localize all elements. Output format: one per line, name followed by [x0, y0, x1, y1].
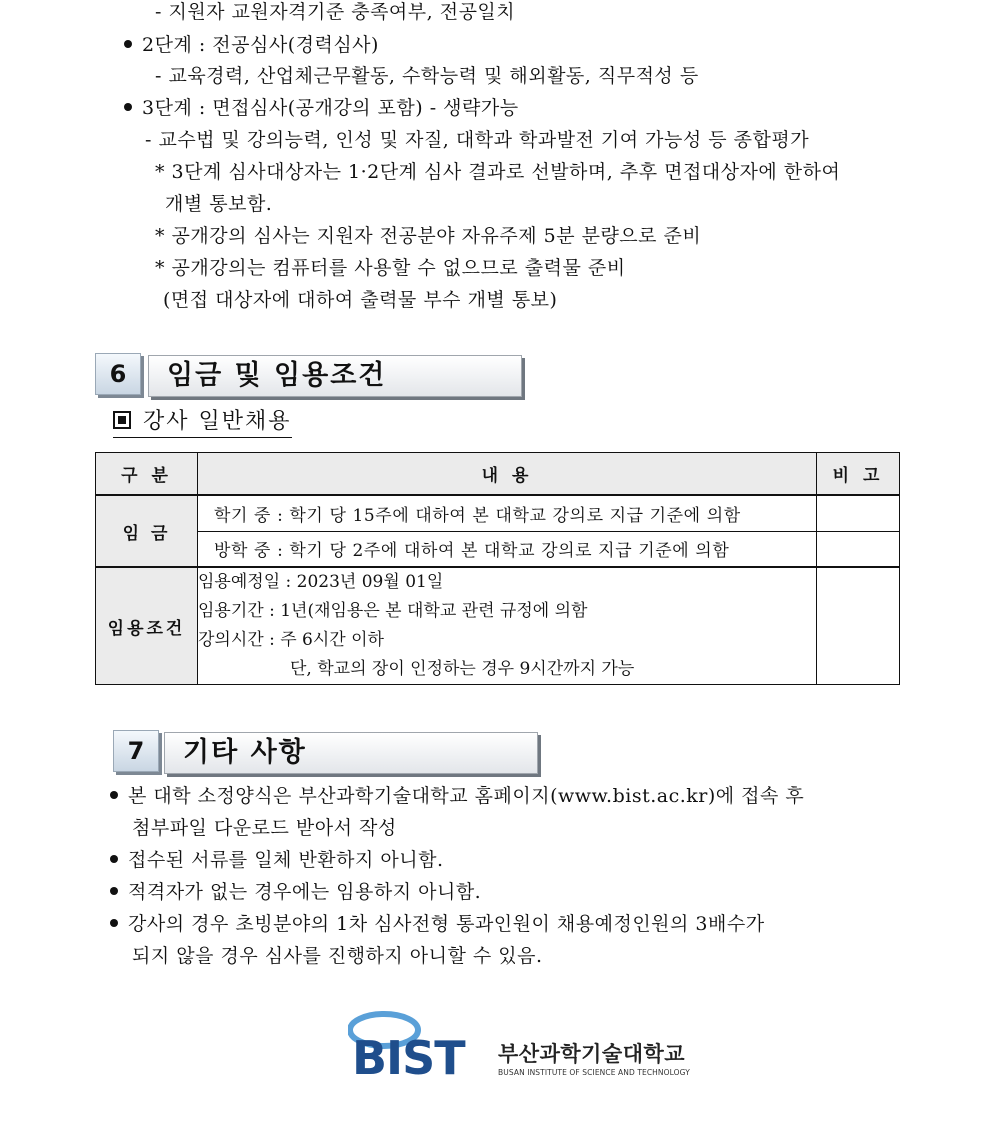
section-6-subhead	[113, 408, 292, 438]
note-2: * 공개강의 심사는 지원자 전공분야 자유주제 5분 분량으로 준비	[155, 225, 702, 247]
bigo-cell	[817, 567, 900, 685]
terms-label: 임용조건	[96, 567, 198, 685]
stage2-detail: - 교육경력, 산업체근무활동, 수학능력 및 해외활동, 직무적성 등	[155, 65, 699, 87]
bullet-icon	[110, 855, 118, 863]
note-1b: 개별 통보함.	[165, 193, 273, 215]
section-6-title: 임금 및 임용조건	[148, 355, 522, 397]
other-item-1b: 첨부파일 다운로드 받아서 작성	[132, 817, 397, 839]
table-row	[96, 567, 900, 685]
bullet-icon	[110, 887, 118, 895]
logo-name-kr: 부산과학기술대학교	[498, 1042, 686, 1066]
other-item-4a: 강사의 경우 초빙분야의 1차 심사전형 통과인원이 채용예정인원의 3배수가	[128, 913, 765, 935]
bigo-cell	[817, 531, 900, 567]
note-1a: * 3단계 심사대상자는 1·2단계 심사 결과로 선발하며, 추후 면접대상자에 한하여	[155, 161, 841, 183]
section-7-number: 7	[113, 730, 159, 772]
bullet-icon	[124, 103, 132, 111]
other-item-3: 적격자가 없는 경우에는 임용하지 아니함.	[128, 881, 482, 903]
table-row	[96, 531, 900, 567]
other-item-2: 접수된 서류를 일체 반환하지 아니함.	[128, 849, 444, 871]
header-bigo: 비 고	[817, 453, 900, 496]
bigo-cell	[817, 495, 900, 531]
header-content: 내 용	[198, 453, 817, 496]
stage3-label: 3단계 : 면접심사(공개강의 포함) - 생략가능	[142, 97, 519, 119]
wage-vacation: 방학 중 : 학기 당 2주에 대하여 본 대학교 강의로 지급 기준에 의함	[198, 531, 817, 567]
table-row	[96, 495, 900, 531]
section-6-number: 6	[95, 353, 141, 395]
list-item	[110, 880, 481, 904]
terms-start-date: 임용예정일 : 2023년 09월 01일	[198, 572, 444, 592]
terms-hours-exception: 단, 학교의 장이 인정하는 경우 9시간까지 가능	[290, 659, 635, 679]
bullet-icon	[124, 40, 132, 48]
terms-content	[198, 567, 817, 685]
header-kubun: 구 분	[96, 453, 198, 496]
logo-name-en: BUSAN INSTITUTE OF SCIENCE AND TECHNOLOGY	[498, 1068, 690, 1077]
wage-semester: 학기 중 : 학기 당 15주에 대하여 본 대학교 강의로 지급 기준에 의함	[198, 495, 817, 531]
stage1-detail: - 지원자 교원자격기준 충족여부, 전공일치	[155, 1, 516, 23]
university-logo	[348, 1008, 690, 1088]
bullet-icon	[110, 919, 118, 927]
table-header-row	[96, 453, 900, 496]
stage3-detail: - 교수법 및 강의능력, 인성 및 자질, 대학과 학과발전 기여 가능성 등 종합평가	[145, 129, 810, 151]
list-item	[110, 784, 804, 808]
bist-logo-mark	[348, 1008, 498, 1088]
terms-table	[95, 452, 900, 685]
list-item	[110, 912, 765, 936]
other-item-1a: 본 대학 소정양식은 부산과학기술대학교 홈페이지(www.bist.ac.kr)에 접속 후	[128, 785, 805, 807]
subhead-text: 강사 일반채용	[143, 409, 292, 434]
filled-square-icon	[113, 411, 131, 429]
stage2-item	[124, 33, 379, 57]
stage3-item	[124, 96, 519, 120]
note-3b: (면접 대상자에 대하여 출력물 부수 개별 통보)	[163, 289, 558, 311]
wage-label: 임 금	[96, 495, 198, 567]
bullet-icon	[110, 791, 118, 799]
section-7-title: 기타 사항	[164, 732, 538, 774]
list-item	[110, 848, 444, 872]
other-item-4b: 되지 않을 경우 심사를 진행하지 아니할 수 있음.	[132, 945, 543, 967]
terms-period: 임용기간 : 1년(재임용은 본 대학교 관련 규정에 의함	[198, 601, 588, 621]
stage2-label: 2단계 : 전공심사(경력심사)	[142, 34, 379, 56]
terms-hours: 강의시간 : 주 6시간 이하	[198, 630, 384, 650]
svg-text:BIST: BIST	[352, 1031, 465, 1085]
note-3: * 공개강의는 컴퓨터를 사용할 수 없으므로 출력물 준비	[155, 257, 626, 279]
